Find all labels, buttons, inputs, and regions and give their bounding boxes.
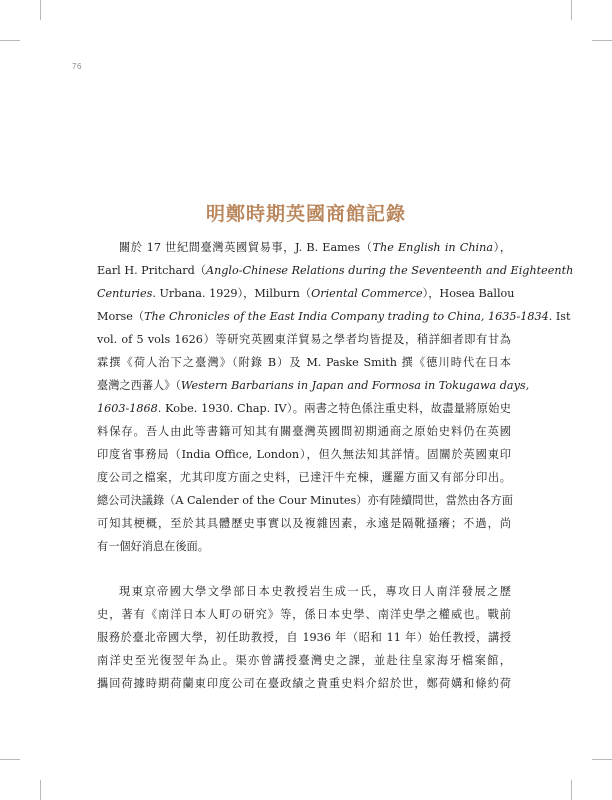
text-run: 總公司決議錄（A Calender of the Cour Minutes）亦有陸續問世，當然由各方面 [97,494,513,507]
paragraph-1-line-6 [97,351,511,374]
paragraph-1-line-12 [97,489,511,512]
crop-mark-top-left-v [40,0,41,20]
crop-mark-bottom-left-h [0,759,20,760]
paragraph-1-line-14 [97,535,511,558]
book-title-italic: The Chronicles of the East India Company trading to China, 1635-1834 [144,310,549,323]
text-run: . Kobe. 1930. Chap. IV）。兩書之特色係注重史料，故盡量將原始史 [157,402,511,415]
text-run: 度公司之檔案，尤其印度方面之史料，已達汗牛充棟，邏羅方面又有部分印出。 [97,471,511,484]
crop-mark-bottom-left-v [40,780,41,800]
paragraph-1-line-13 [97,512,511,535]
paragraph-1-line-10 [97,443,511,466]
text-run: 南洋史至光復翌年為止。渠亦曾講授臺灣史之課，並赴往皇家海牙檔案館， [97,654,511,667]
crop-mark-top-right-h [592,40,612,41]
text-run: 臺灣之西蕃人》（ [97,379,181,392]
text-run: vol. of 5 vols 1626）等研究英國東洋貿易之學者均皆提及，稍詳細者即有甘為 [97,333,511,346]
crop-mark-top-left-h [0,40,20,41]
crop-mark-bottom-right-v [571,780,572,800]
text-run: Morse（ [97,310,145,323]
paragraph-2-line-5 [97,672,511,695]
text-run: . Urbana. 1929），Milburn（ [152,287,312,300]
text-run: 霖撰《荷人治下之臺灣》（附錄 B）及 M. Paske Smith 撰《德川時代在日本 [97,356,511,369]
text-run: 可知其梗概，至於其具體歷史事實以及複雜因素，永遠是隔靴搔癢；不過，尚 [97,517,511,530]
paragraph-1-line-11 [97,466,511,489]
text-run: 現東京帝國大學文學部日本史教授岩生成一氏，專攻日人南洋發展之歷 [119,585,511,598]
book-title-italic: 1603-1868 [97,402,158,415]
body-text [97,236,574,695]
paragraph-1-line-8 [97,397,511,420]
text-run: Earl H. Pritchard（ [97,264,206,277]
book-title-italic: The English in China [372,241,493,254]
page-number: 76 [72,62,82,71]
paragraph-1-line-9 [97,420,511,443]
paragraph-1-line-3 [97,282,515,305]
paragraph-1-line-4 [97,305,571,328]
book-title-italic: Oriental Commerce [311,287,423,300]
text-run: 攜回荷據時期荷蘭東印度公司在臺政績之貴重史料介紹於世，鄭荷媾和條約荷 [97,677,511,690]
text-run: 服務於臺北帝國大學，初任助教授，自 1936 年（昭和 11 年）始任教授，講授 [97,631,511,644]
text-run: 關於 17 世紀間臺灣英國貿易事，J. B. Eames（ [119,241,373,254]
chapter-title: 明鄭時期英國商館記錄 [205,203,406,225]
book-title-italic: Western Barbarians in Japan and Formosa in Tokugawa days, [180,379,530,392]
paragraph-2-line-4 [97,649,511,672]
book-title-italic: Centuries [97,287,153,300]
text-run: . Ist [548,310,571,323]
text-run: ）， [493,241,512,254]
paragraph-1-line-7 [97,374,530,397]
paragraph-2-line-2 [97,603,511,626]
text-run: 印度省事務局（India Office, London），但久無法知其詳情。固關於英國東印 [97,448,511,461]
paragraph-gap [97,558,511,580]
paragraph-1-line-1 [97,236,511,259]
text-run: 史，著有《南洋日本人町の研究》等，係日本史學、南洋史學之權威也。戰前 [97,608,511,621]
paragraph-1-line-5 [97,328,511,351]
text-run: 有一個好消息在後面。 [97,540,209,553]
paragraph-2-line-3 [97,626,511,649]
paragraph-2-line-1 [97,580,511,603]
crop-mark-top-right-v [571,0,572,20]
paragraph-1-line-2 [97,259,574,282]
book-title-italic: Anglo-Chinese Relations during the Seventeenth and Eighteenth [205,264,574,277]
text-run: 料保存。吾人由此等書籍可知其有關臺灣英國間初期通商之原始史料仍在英國 [97,425,511,438]
crop-mark-bottom-right-h [592,759,612,760]
text-run: ），Hosea Ballou [422,287,515,300]
